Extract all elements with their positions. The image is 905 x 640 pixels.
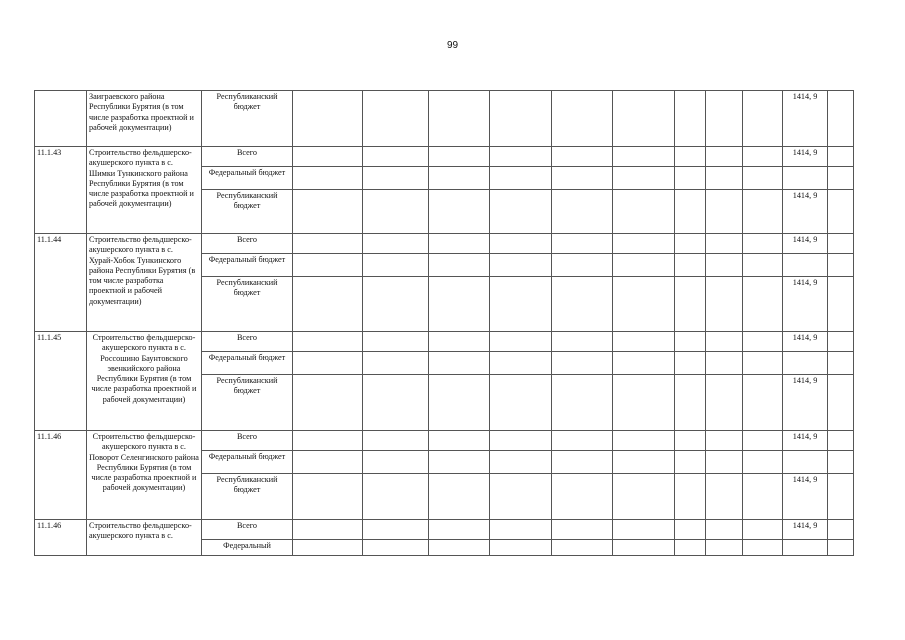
empty-cell [293,277,363,332]
empty-cell [675,375,706,431]
empty-cell [675,147,706,167]
table-row [35,147,854,167]
empty-cell [613,167,675,190]
empty-cell [552,431,613,451]
budget-table [34,90,854,556]
funding-source: Федеральный бюджет [202,451,293,474]
empty-cell [429,431,490,451]
empty-cell [743,167,783,190]
amount-cell: 1414, 9 [783,91,828,147]
table-row [35,520,854,540]
empty-cell [490,234,552,254]
empty-cell [490,352,552,375]
empty-cell [293,234,363,254]
empty-cell [675,254,706,277]
empty-cell [552,332,613,352]
empty-cell [429,352,490,375]
empty-cell [552,540,613,556]
empty-cell [363,277,429,332]
item-name: Строительство фельдшерско-акушерского пункта в с. Хурай-Хобок Тункинского района Республики Бурятия (в том числе разработка проектной и рабочей документации) [87,234,202,332]
funding-source: Республиканский бюджет [202,91,293,147]
empty-cell [613,474,675,520]
empty-cell [743,352,783,375]
item-name: Строительство фельдшерско-акушерского пункта в с. [87,520,202,556]
amount-cell [783,540,828,556]
table-row [35,234,854,254]
empty-cell [363,431,429,451]
empty-cell [490,451,552,474]
funding-source: Республиканский бюджет [202,277,293,332]
empty-cell [828,91,854,147]
empty-cell [828,234,854,254]
empty-cell [552,254,613,277]
item-code: 11.1.44 [35,234,87,332]
empty-cell [675,332,706,352]
empty-cell [675,474,706,520]
funding-source: Всего [202,147,293,167]
amount-cell: 1414, 9 [783,190,828,234]
amount-cell [783,451,828,474]
empty-cell [552,147,613,167]
empty-cell [490,167,552,190]
amount-cell [783,167,828,190]
table-row [35,91,854,147]
empty-cell [429,332,490,352]
empty-cell [743,520,783,540]
funding-source: Республиканский бюджет [202,375,293,431]
empty-cell [675,234,706,254]
item-name: Строительство фельдшерско-акушерского пункта в с. Поворот Селенгинского района Республики Бурятия (в том числе разработка проектной и рабочей документации) [87,431,202,520]
empty-cell [675,431,706,451]
funding-source: Федеральный [202,540,293,556]
empty-cell [293,147,363,167]
item-name: Строительство фельдшерско-акушерского пункта в с. Россошино Баунтовского эвенкийского района Республики Бурятия (в том числе разработка проектной и рабочей документации) [87,332,202,431]
empty-cell [363,234,429,254]
empty-cell [363,352,429,375]
empty-cell [743,474,783,520]
empty-cell [552,234,613,254]
empty-cell [429,474,490,520]
empty-cell [293,474,363,520]
amount-cell: 1414, 9 [783,474,828,520]
amount-cell: 1414, 9 [783,147,828,167]
empty-cell [429,375,490,431]
amount-cell: 1414, 9 [783,277,828,332]
empty-cell [429,167,490,190]
empty-cell [429,277,490,332]
amount-cell [783,352,828,375]
empty-cell [552,91,613,147]
empty-cell [490,277,552,332]
empty-cell [743,254,783,277]
empty-cell [743,147,783,167]
funding-source: Всего [202,332,293,352]
empty-cell [363,451,429,474]
empty-cell [743,375,783,431]
empty-cell [613,254,675,277]
empty-cell [706,520,743,540]
empty-cell [552,167,613,190]
empty-cell [613,277,675,332]
table-row [35,431,854,451]
empty-cell [675,277,706,332]
amount-cell: 1414, 9 [783,431,828,451]
funding-source: Всего [202,520,293,540]
empty-cell [743,431,783,451]
empty-cell [552,375,613,431]
funding-source: Федеральный бюджет [202,254,293,277]
empty-cell [490,520,552,540]
empty-cell [552,190,613,234]
empty-cell [363,91,429,147]
empty-cell [552,474,613,520]
empty-cell [743,277,783,332]
empty-cell [706,167,743,190]
empty-cell [429,451,490,474]
empty-cell [828,474,854,520]
empty-cell [429,540,490,556]
empty-cell [490,91,552,147]
empty-cell [490,254,552,277]
empty-cell [743,451,783,474]
empty-cell [706,234,743,254]
empty-cell [828,190,854,234]
empty-cell [613,431,675,451]
empty-cell [828,167,854,190]
empty-cell [675,451,706,474]
empty-cell [293,375,363,431]
empty-cell [706,451,743,474]
empty-cell [490,332,552,352]
empty-cell [293,167,363,190]
amount-cell: 1414, 9 [783,375,828,431]
empty-cell [293,352,363,375]
empty-cell [828,520,854,540]
empty-cell [828,352,854,375]
empty-cell [706,375,743,431]
empty-cell [706,254,743,277]
amount-cell: 1414, 9 [783,520,828,540]
funding-source: Всего [202,431,293,451]
empty-cell [429,520,490,540]
empty-cell [706,190,743,234]
empty-cell [828,540,854,556]
empty-cell [293,254,363,277]
funding-source: Федеральный бюджет [202,167,293,190]
empty-cell [613,234,675,254]
empty-cell [363,190,429,234]
empty-cell [828,431,854,451]
item-name: Заиграевского района Республики Бурятия (в том числе разработка проектной и рабочей документации) [87,91,202,147]
empty-cell [552,451,613,474]
empty-cell [828,451,854,474]
empty-cell [706,332,743,352]
empty-cell [706,147,743,167]
funding-source: Всего [202,234,293,254]
item-code: 11.1.45 [35,332,87,431]
page-number: 99 [446,40,459,51]
empty-cell [363,167,429,190]
amount-cell: 1414, 9 [783,332,828,352]
empty-cell [743,190,783,234]
empty-cell [293,520,363,540]
empty-cell [828,375,854,431]
empty-cell [613,190,675,234]
empty-cell [429,91,490,147]
empty-cell [675,167,706,190]
funding-source: Республиканский бюджет [202,474,293,520]
item-code [35,91,87,147]
empty-cell [743,332,783,352]
empty-cell [363,254,429,277]
empty-cell [828,254,854,277]
empty-cell [706,431,743,451]
empty-cell [363,375,429,431]
item-code: 11.1.43 [35,147,87,234]
empty-cell [828,332,854,352]
empty-cell [490,147,552,167]
empty-cell [743,540,783,556]
empty-cell [293,91,363,147]
empty-cell [743,234,783,254]
empty-cell [429,147,490,167]
table-row [35,332,854,352]
funding-source: Федеральный бюджет [202,352,293,375]
empty-cell [429,234,490,254]
empty-cell [675,540,706,556]
empty-cell [293,332,363,352]
empty-cell [675,91,706,147]
empty-cell [363,147,429,167]
empty-cell [706,474,743,520]
empty-cell [293,431,363,451]
empty-cell [293,540,363,556]
empty-cell [363,332,429,352]
empty-cell [675,520,706,540]
empty-cell [490,190,552,234]
empty-cell [706,540,743,556]
empty-cell [613,375,675,431]
empty-cell [675,190,706,234]
item-code: 11.1.46 [35,520,87,556]
empty-cell [828,147,854,167]
empty-cell [490,431,552,451]
empty-cell [743,91,783,147]
empty-cell [613,332,675,352]
empty-cell [293,190,363,234]
empty-cell [613,91,675,147]
empty-cell [613,147,675,167]
empty-cell [706,277,743,332]
empty-cell [613,352,675,375]
empty-cell [613,520,675,540]
empty-cell [490,474,552,520]
empty-cell [552,352,613,375]
item-name: Строительство фельдшерско-акушерского пункта в с. Шимки Тункинского района Республики Бурятия (в том числе разработка проектной и рабочей документации) [87,147,202,234]
empty-cell [490,540,552,556]
empty-cell [490,375,552,431]
empty-cell [363,540,429,556]
amount-cell: 1414, 9 [783,234,828,254]
item-code: 11.1.46 [35,431,87,520]
empty-cell [613,451,675,474]
empty-cell [363,474,429,520]
amount-cell [783,254,828,277]
empty-cell [613,540,675,556]
empty-cell [828,277,854,332]
empty-cell [363,520,429,540]
empty-cell [675,352,706,375]
empty-cell [429,190,490,234]
funding-source: Республиканский бюджет [202,190,293,234]
empty-cell [706,352,743,375]
empty-cell [429,254,490,277]
empty-cell [706,91,743,147]
empty-cell [552,520,613,540]
empty-cell [293,451,363,474]
empty-cell [552,277,613,332]
